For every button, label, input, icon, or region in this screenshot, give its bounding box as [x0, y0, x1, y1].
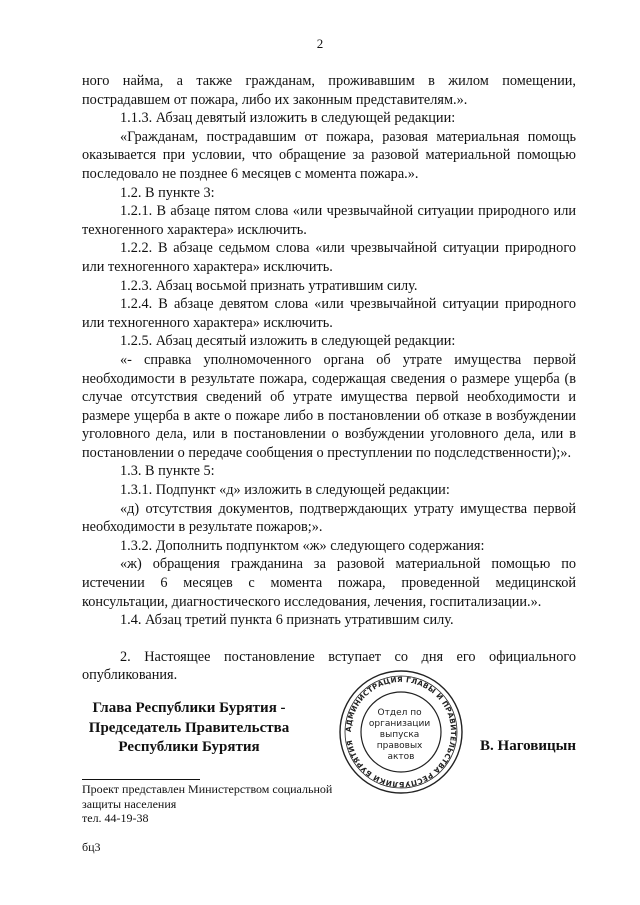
footer-divider [82, 779, 200, 780]
signatory-name: В. Наговицын [480, 738, 576, 754]
signatory-title-line: Глава Республики Бурятия - [92, 700, 286, 716]
footer-line-text: тел. 44-19-38 [82, 811, 149, 826]
paragraph: 1.1.3. Абзац девятый изложить в следующей редакции: [120, 110, 456, 127]
paragraph: «Гражданам, пострадавшим от пожара, разовая материальная помощь оказывается при условии, что обращение за разовой материальной помощью последовало не позднее 6 месяцев с момента пожара.». [82, 128, 576, 182]
paragraph: 1.2.3. Абзац восьмой признать утратившим силу. [120, 277, 418, 294]
paragraph: «д) отсутствия документов, подтверждающих утрату имущества первой необходимости в результате пожаров;». [82, 500, 576, 536]
footer-line-text: Проект представлен Министерством социальной [82, 782, 333, 796]
paragraph: 1.2.5. Абзац десятый изложить в следующей редакции: [120, 333, 456, 350]
signatory-title-line: Председатель Правительства [88, 719, 290, 736]
document-code: бц3 [82, 839, 101, 854]
paragraph: 1.2.2. В абзаце седьмом слова «или чрезвычайной ситуации природного или техногенного характера» исключить. [82, 240, 576, 275]
official-stamp [336, 667, 466, 797]
footer-line-text: защиты населения [82, 796, 177, 811]
signatory-title [82, 699, 296, 758]
document-body [82, 72, 576, 685]
paragraph: 1.3.1. Подпункт «д» изложить в следующей редакции: [120, 482, 450, 499]
paragraph: 1.2.1. В абзаце пятом слова «или чрезвычайной ситуации природного или техногенного характера» исключить. [82, 203, 576, 238]
paragraph: 1.3. В пункте 5: [120, 463, 215, 480]
paragraph: ного найма, а также гражданам, проживавшим в жилом помещении, пострадавшем от пожара, либо их законным представителям.». [82, 73, 576, 108]
footer-note [82, 779, 382, 854]
paragraph: «ж) обращения гражданина за разовой материальной помощью по истечении 6 месяцев с момента пожара, проведенной медицинской консультации, диагностического исследования, лечения, госпитализации.». [82, 556, 576, 610]
page-number: 2 [316, 36, 324, 51]
paragraph-gap [82, 630, 576, 648]
paragraph: 1.3.2. Дополнить подпунктом «ж» следующего содержания: [120, 537, 485, 554]
paragraph: 1.4. Абзац третий пункта 6 признать утратившим силу. [120, 612, 454, 629]
stamp-ring-text: АДМИНИСТРАЦИЯ ГЛАВЫ И ПРАВИТЕЛЬСТВА РЕСПУБЛИКИ БУРЯТИЯ [343, 674, 459, 790]
signatory-title-line: Республики Бурятия [118, 739, 260, 755]
paragraph: 2. Настоящее постановление вступает со дня его официального опубликования. [82, 648, 576, 684]
stamp-center-text: Отдел по организации выпуска правовых актов [368, 708, 431, 762]
paragraph: «- справка уполномоченного органа об утрате имущества первой необходимости в результате пожара, содержащая сведения о размере ущерба (в случае отсутствия сведений об утрате имущества первой необходимости и размере ущерба в акте о пожаре либо в постановлении об отказе в возбуждении уголовного дела, или в постановлении о возбуждении уголовного дела, или в постановлении о передаче сообщения о преступлении по подследственности);». [82, 351, 576, 461]
paragraph: 1.2.4. В абзаце девятом слова «или чрезвычайной ситуации природного или техногенного характера» исключить. [82, 296, 576, 331]
paragraph: 1.2. В пункте 3: [120, 184, 215, 201]
